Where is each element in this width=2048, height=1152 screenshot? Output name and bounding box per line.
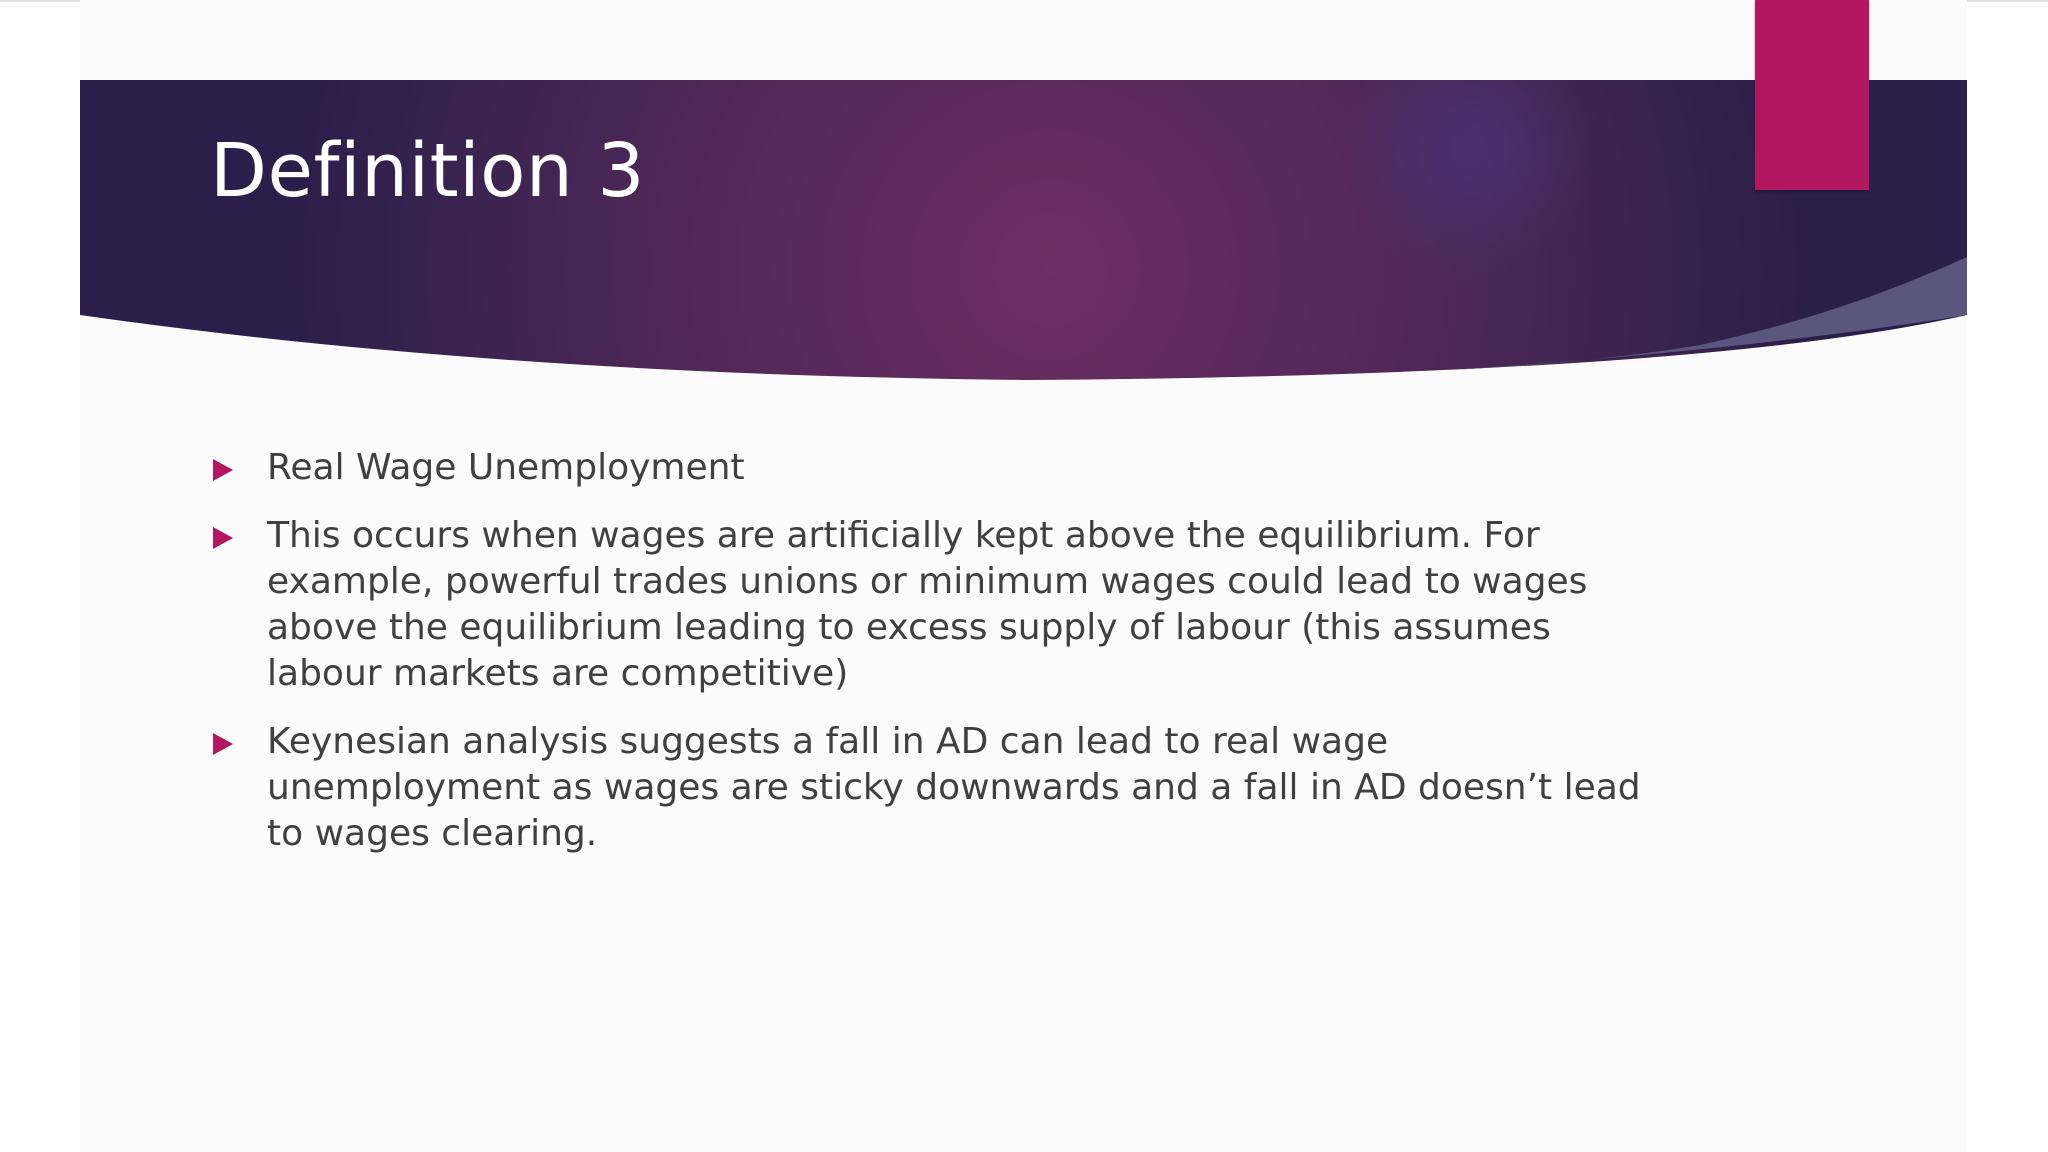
triangle-right-icon <box>213 459 233 481</box>
bullet-item <box>210 513 1650 697</box>
accent-tab <box>1755 0 1869 190</box>
triangle-right-icon <box>213 527 233 549</box>
bullet-text: Keynesian analysis suggests a fall in AD can lead to real wage unemployment as wages are sticky downwards and a fall in AD doesn’t lead to wages clearing. <box>267 721 1641 854</box>
bullet-item <box>210 719 1650 857</box>
banner-highlight <box>80 80 1967 380</box>
bullet-text: This occurs when wages are artificially kept above the equilibrium. For example, powerful trades unions or minimum wages could lead to wages above the equilibrium leading to excess supply of labour (this assumes labour markets are competitive) <box>267 515 1588 694</box>
slide-title: Definition 3 <box>210 128 645 214</box>
bullet-item <box>210 445 1650 491</box>
bullet-text: Real Wage Unemployment <box>267 447 745 488</box>
triangle-right-icon <box>213 733 233 755</box>
bullet-list <box>210 445 1650 879</box>
